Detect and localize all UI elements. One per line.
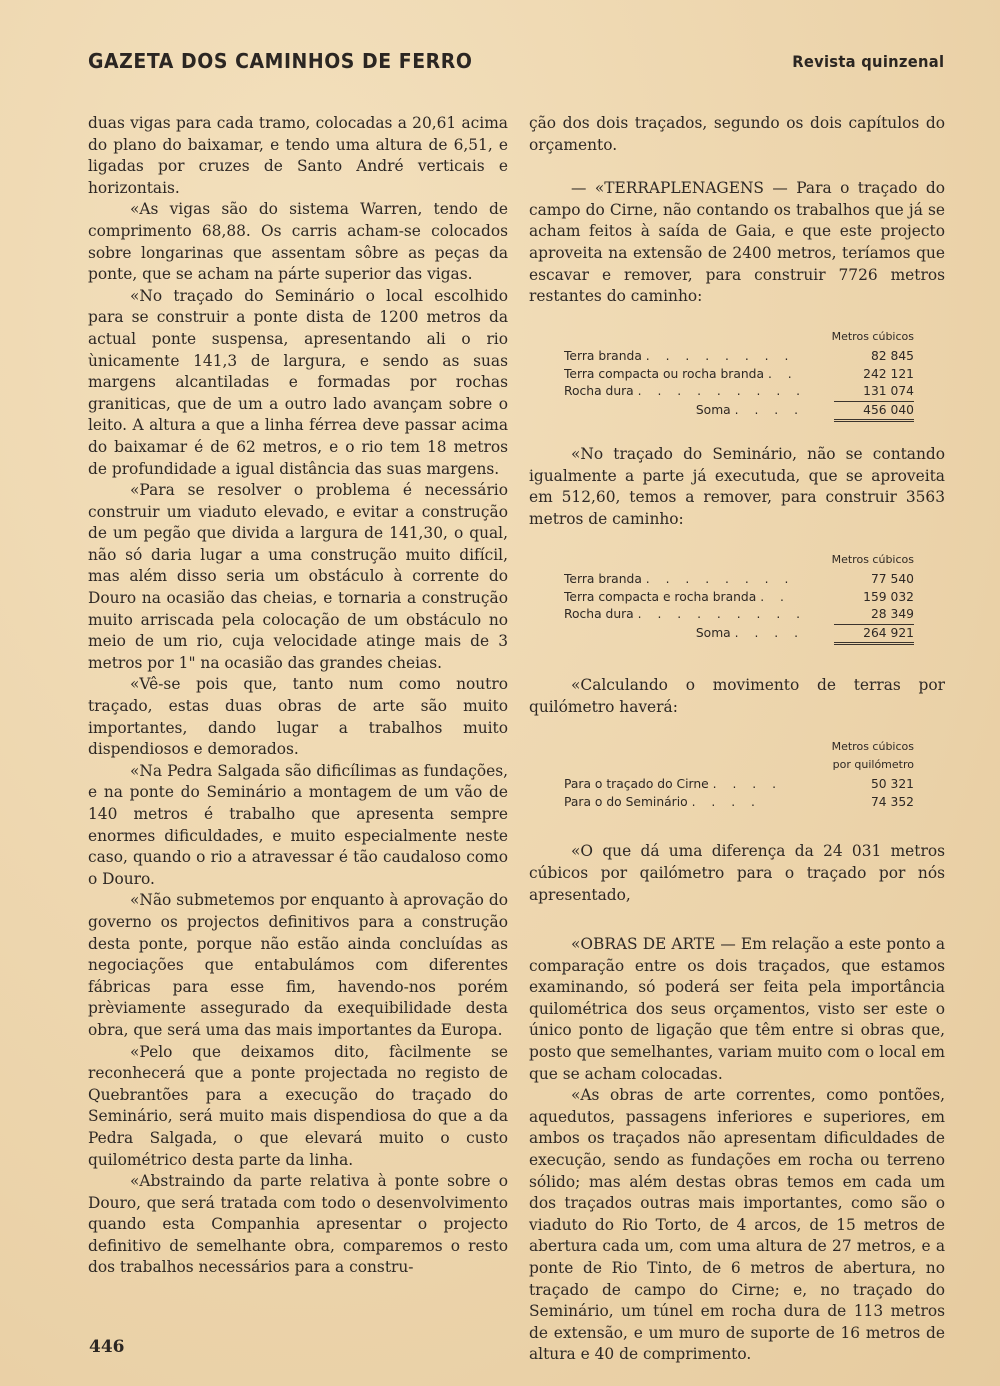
table-row: Rocha dura . . . . . . . . . 131 074 (564, 383, 914, 402)
table-value: 28 349 (834, 606, 914, 625)
per-km-table (564, 738, 914, 811)
paragraph: duas vigas para cada tramo, colocadas a 20,61 acima do plano do baixamar, e tendo uma altura de 6,51, e ligadas por cruzes de Santo André verticais e horizontais. (88, 114, 508, 197)
table-row: Terra branda . . . . . . . . 82 845 (564, 348, 914, 366)
table-row: Terra compacta e rocha branda . . 159 032 (564, 589, 914, 607)
table-value: 74 352 (870, 794, 914, 809)
table-value: 82 845 (870, 349, 914, 364)
paragraph: «Não submetemos por enquanto à aprovação do governo os projectos definitivos para a construção desta ponte, porque não estão ainda concluídas as negociações que entabulámos com diferentes fábricas para esse fim, havendo-nos porém prèviamente assegurado da exequibilidade desta obra, que será uma das mais importantes da Europa. (88, 891, 508, 1039)
paragraph: «Pelo que deixamos dito, fàcilmente se reconhecerá que a ponte projectada no registo de Quebrantões para a execução do traçado do Seminário, será muito mais dispendiosa do que a da Pedra Salgada, o que elevará muito o custo quilométrico desta parte da linha. (88, 1042, 508, 1169)
right-column (529, 113, 945, 1366)
earthworks-table-seminario (564, 551, 914, 646)
paragraph: «Na Pedra Salgada são dificílimas as fundações, e na ponte do Seminário a montagem de um vão de 140 metros é trabalho que apresenta sempre enormes dificuldades, e muito especialmente neste caso, quando o rio a atravessar é tão caudaloso como o Douro. (88, 761, 508, 888)
paragraph-obras-correntes: «As obras de arte correntes, como pontões, aquedutos, passagens inferiores e superiores, em ambos os traçados não apresentam dificuldades de execução, sendo as fundações em rocha ou terreno sólido; mas além destas obras temos em cada um dos traçados outras mais importantes, como são o viaduto do Rio Torto, de 4 arcos, de 15 metros de abertura cada um, com uma altura de 27 metros, e a ponte de Rio Tinto, de 6 metros de abertura, no traçado de campo do Cirne; e, no traçado do Seminário, um túnel em rocha dura de 113 metros de extensão, e um muro de suporte de 16 metros de altura e 40 de comprimento. (529, 1086, 945, 1364)
table-value: 50 321 (870, 777, 914, 792)
table-value: 242 121 (863, 366, 914, 381)
earthworks-table-cirne (564, 328, 914, 423)
table-row: Para o do Seminário . . . . 74 352 (564, 794, 914, 812)
paragraph: ção dos dois traçados, segundo os dois capítulos do orçamento. (529, 114, 945, 154)
paragraph: «Abstraindo da parte relativa à ponte sobre o Douro, que será tratada com todo o desenvolvimento quando esta Companhia apresentar o projecto definitivo de semelhante obra, comparemos o resto dos trabalhos necessários para a constru- (88, 1172, 508, 1277)
paragraph: «No traçado do Seminário o local escolhido para se construir a ponte dista de 1200 metros da actual ponte suspensa, apresentando ali o rio ùnicamente 141,3 de largura, e sendo as suas margens alcantiladas e formadas por rochas graniticas, que de um a outro lado avançam sobre o leito. A altura a que a linha férrea deve passar acima do baixamar é de 62 metros, e o rio tem 18 metros de profundidade a igual distância das suas margens. (88, 286, 508, 478)
page-number: 446 (89, 1337, 125, 1357)
page-header (88, 46, 944, 76)
publication-subtitle: Revista quinzenal (791, 51, 944, 71)
paragraph-diferenca: «O que dá uma diferença da 24 031 metros cúbicos por qailómetro para o traçado por nós apresentado, (529, 842, 945, 904)
paragraph-obras-de-arte: «OBRAS DE ARTE — Em relação a este ponto a comparação entre os dois traçados, que estamos examinando, só poderá ser feita pela importância quilométrica dos seus orçamentos, visto ser este o único ponto de ligação que têm entre si obras que, posto que semelhantes, variam muito com o local em que se acham colocadas. (529, 935, 945, 1083)
paragraph-calculando: «Calculando o movimento de terras por quilómetro haverá: (529, 676, 945, 716)
table-header: por quilómetro (832, 757, 914, 771)
paragraph-seminario: «No traçado do Seminário, não se contando igualmente a parte já executuda, que se aproveita em 512,60, temos a remover, para construir 3563 metros de caminho: (529, 445, 945, 529)
table-value: 77 540 (870, 572, 914, 587)
table-row: Terra branda . . . . . . . . 77 540 (564, 571, 914, 589)
publication-title: GAZETA DOS CAMINHOS DE FERRO (88, 49, 473, 73)
table-value: 159 032 (863, 589, 914, 604)
table-sum-value: 264 921 (834, 625, 914, 646)
paragraph: «As vigas são do sistema Warren, tendo de comprimento 68,88. Os carris acham-se colocados sobre longarinas que assentam sôbre as peças da ponte, que se acham na párte superior das vigas. (88, 200, 508, 284)
table-header: Metros cúbicos (831, 552, 914, 566)
paragraph-terraplenagens: — «TERRAPLENAGENS — Para o traçado do campo do Cirne, não contando os trabalhos que já se acham feitos à saída de Gaia, e que este projecto aproveita na extensão de 2400 metros, teríamos que escavar e remover, para construir 7726 metros restantes do caminho: (529, 179, 945, 306)
table-row: Rocha dura . . . . . . . . . 28 349 (564, 606, 914, 625)
paragraph: «Vê-se pois que, tanto num como noutro traçado, estas duas obras de arte são muito importantes, dando lugar a trabalhos muito dispendiosos e demorados. (88, 675, 508, 759)
table-row: Para o traçado do Cirne . . . . 50 321 (564, 776, 914, 794)
left-column (88, 113, 508, 1279)
table-value: 131 074 (834, 383, 914, 402)
table-sum-value: 456 040 (834, 402, 914, 423)
table-row: Terra compacta ou rocha branda . . 242 121 (564, 366, 914, 384)
table-sum-row: Soma . . . . 456 040 (564, 402, 914, 423)
paragraph: «Para se resolver o problema é necessário construir um viaduto elevado, e evitar a construção de um pegão que divida a largura de 141,30, o qual, não só daria lugar a uma construção muito difícil, mas além disso seria um obstáculo à corrente do Douro na ocasião das cheias, e tornaria a construção muito arriscada pela colocação de um obstáculo no meio de um rio, cuja velocidade atinge mais de 3 metros por 1" na ocasião das grandes cheias. (88, 481, 508, 672)
table-sum-row: Soma . . . . 264 921 (564, 625, 914, 646)
table-header: Metros cúbicos (831, 329, 914, 343)
table-header: Metros cúbicos (831, 740, 914, 754)
